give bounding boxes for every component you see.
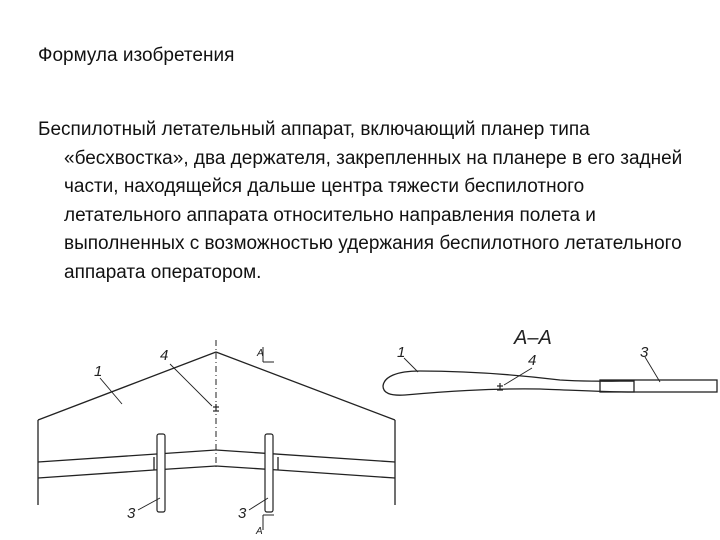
claim-text: Беспилотный летательный аппарат, включающий планер типа «бесхвостка», два держателя, закрепленных на планере в его задней части, находящейся дальше центра тяжести беспилотного летательного аппарата относительно направления полета и выполненных с возможностью удержания беспилотного летательного аппарата оператором. <box>38 119 683 283</box>
airfoil-section <box>383 371 717 395</box>
leader-lines <box>100 364 268 510</box>
section-label-planer: 1 <box>397 344 406 361</box>
section-mark-bottom <box>263 515 274 530</box>
section-label-center: 4 <box>528 352 537 369</box>
label-holder-right: 3 <box>238 505 247 522</box>
center-of-gravity-marker <box>213 404 219 411</box>
section-label-bottom: A <box>256 526 263 537</box>
label-planer: 1 <box>94 363 103 380</box>
label-holder-left: 3 <box>127 505 136 522</box>
section-label-holder: 3 <box>640 344 649 361</box>
holder-left <box>157 434 165 512</box>
section-label-top: A <box>257 348 264 359</box>
label-center: 4 <box>160 347 169 364</box>
section-title: A–A <box>514 327 552 349</box>
section-mark-top <box>263 347 274 362</box>
wing-plan-view <box>38 352 395 505</box>
page-title: Формула изобретения <box>38 45 235 66</box>
holder-right <box>265 434 273 512</box>
